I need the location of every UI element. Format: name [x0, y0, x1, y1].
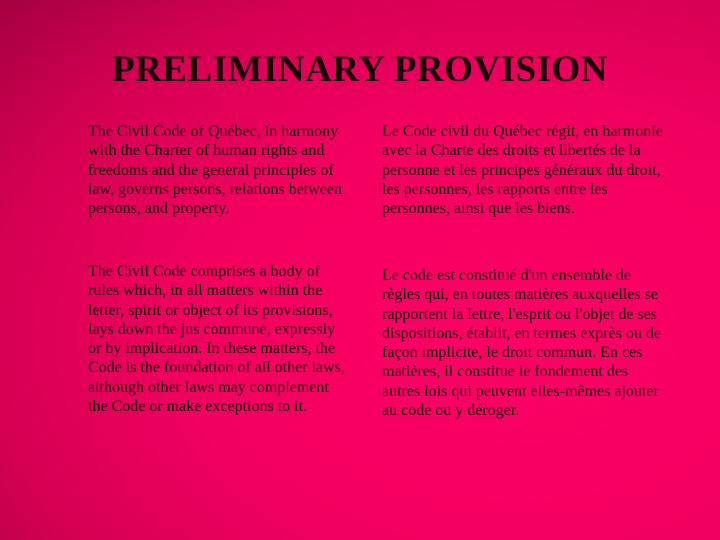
english-paragraph-2: The Civil Code comprises a body of rules which, in all matters within the letter, spirit or object of its provisions, lays down the jus commune, expressly or by implication. In these matters, the Code is the foundation of all other laws, although other laws may complement the Code or make exceptions to it.	[88, 263, 345, 416]
english-paragraph-1: The Civil Code of Québec, in harmony with the Charter of human rights and freedoms and the general principles of law, governs persons, relations between persons, and property.	[88, 123, 342, 218]
french-paragraph-1: Le Code civil du Québec régit, en harmonie avec la Charte des droits et libertés de la personne et les principes généraux du droit, les personnes, les rapports entre les personnes, ainsi que les biens.	[382, 123, 663, 218]
french-paragraph-2: Le code est constitué d'un ensemble de règles qui, en toutes matières auxquelles se rapportent la lettre, l'esprit ou l'objet de ses dispositions, établit, en termes exprès ou de façon implicite, le droit commun. En ces matières, il constitue le fondement des autres lois qui peuvent elles-mêmes ajouter au code ou y déroger.	[382, 267, 662, 420]
slide-title: PRELIMINARY PROVISION	[111, 49, 609, 90]
